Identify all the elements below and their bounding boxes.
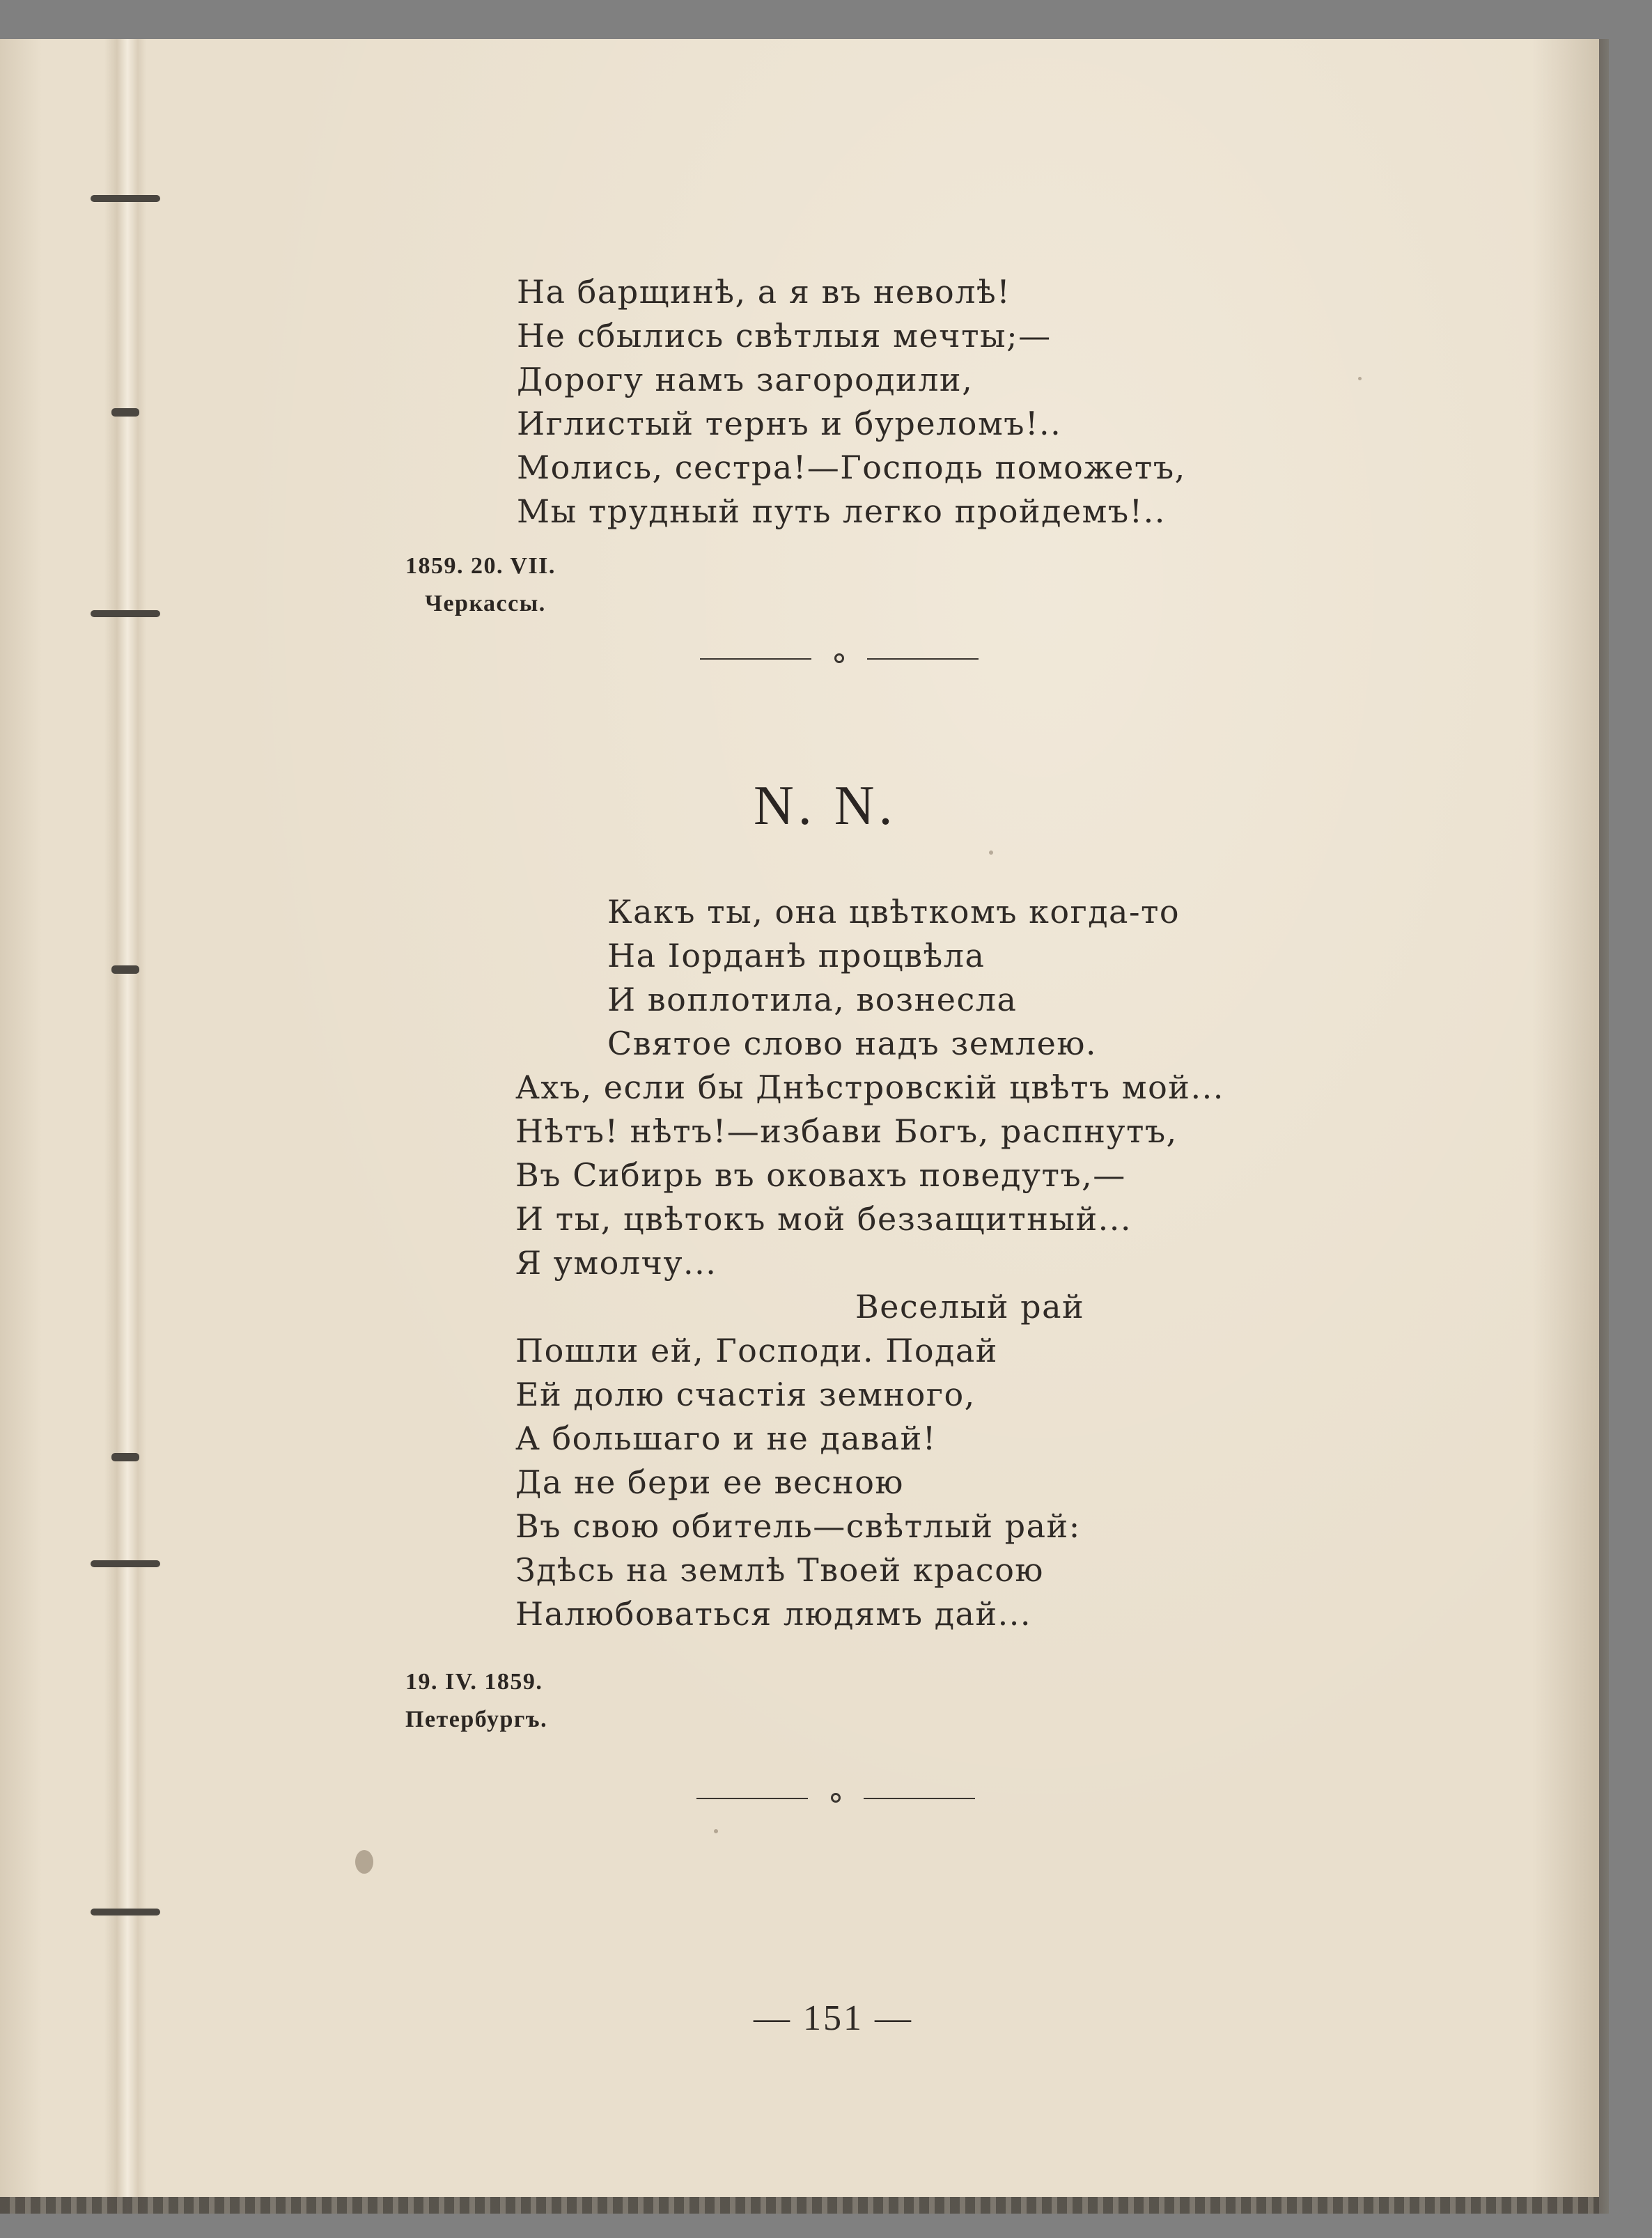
paper-speck [714,1829,718,1833]
divider-rule [700,658,811,660]
divider-rule [867,658,979,660]
binding-stitch [91,1560,160,1567]
section-divider [696,1787,975,1808]
verse-line: На барщинѣ, а я въ неволѣ! [517,273,1011,311]
divider-rule [696,1798,808,1799]
verse-line: Не сбылись свѣтлыя мечты;— [517,317,1052,355]
verse-line: Святое слово надъ землею. [607,1025,1097,1062]
poem-place: Петербургъ. [405,1707,548,1732]
paper-speck [989,850,993,855]
paper-speck [1358,377,1362,380]
poem-date: 1859. 20. VII. [405,553,556,579]
verse-line: Нѣтъ! нѣтъ!—избави Богъ, распнутъ, [515,1112,1178,1150]
binding-stitch [111,1453,139,1461]
verse-line: Какъ ты, она цвѣткомъ когда-то [607,893,1180,931]
verse-line: А большаго и не давай! [515,1420,937,1457]
verse-line: Молись, сестра!—Господь поможетъ, [517,449,1186,486]
second-poem-dateline [405,1663,547,1739]
binding-stitch [91,1909,160,1915]
divider-rule [864,1798,975,1799]
verse-line: Въ свою обитель—свѣтлый рай: [515,1507,1081,1545]
page-binding [104,39,146,2214]
page-edge-shadow [1599,39,1609,2214]
verse-line: Налюбоваться людямъ дай... [515,1595,1031,1633]
section-divider [700,648,979,669]
verse-line: Иглистый тернъ и буреломъ!.. [517,405,1062,442]
verse-line: Ей долю счастія земного, [515,1376,976,1413]
page-bottom-edge [0,2197,1599,2214]
first-poem-dateline [405,547,556,623]
poem-date: 19. IV. 1859. [405,1669,543,1695]
verse-line: Дорогу намъ загородили, [517,361,974,398]
verse-line: Въ Сибирь въ оковахъ поведутъ,— [515,1156,1126,1194]
binding-stitch [111,408,139,417]
binding-stitch [91,195,160,202]
paper-stain [355,1850,373,1874]
divider-ornament [831,1793,841,1803]
second-poem-indented [607,890,1180,1066]
verse-line: На Іорданѣ процвѣла [607,937,985,974]
verse-line: Да не бери ее весною [515,1463,904,1501]
verse-line: Я умолчу... [515,1244,717,1282]
verse-line: Пошли ей, Господи. Подай [515,1332,998,1369]
poem-title: N. N. [754,775,897,837]
verse-line: Ахъ, если бы Днѣстровскій цвѣтъ мой... [515,1069,1224,1106]
binding-stitch [111,965,139,974]
poem-place: Черкассы. [425,591,546,616]
first-poem [517,270,1186,534]
divider-ornament [834,653,844,663]
verse-line: И ты, цвѣтокъ мой беззащитный... [515,1200,1132,1238]
binding-stitch [91,610,160,617]
second-poem-body [515,1066,1224,1636]
verse-line: И воплотила, вознесла [607,981,1018,1018]
page-number: — 151 — [754,1998,913,2038]
verse-line: Мы трудный путь легко пройдемъ!.. [517,492,1166,530]
verse-line: Здѣсь на землѣ Твоей красою [515,1551,1044,1589]
verse-line-offset: Веселый рай [855,1288,1085,1326]
